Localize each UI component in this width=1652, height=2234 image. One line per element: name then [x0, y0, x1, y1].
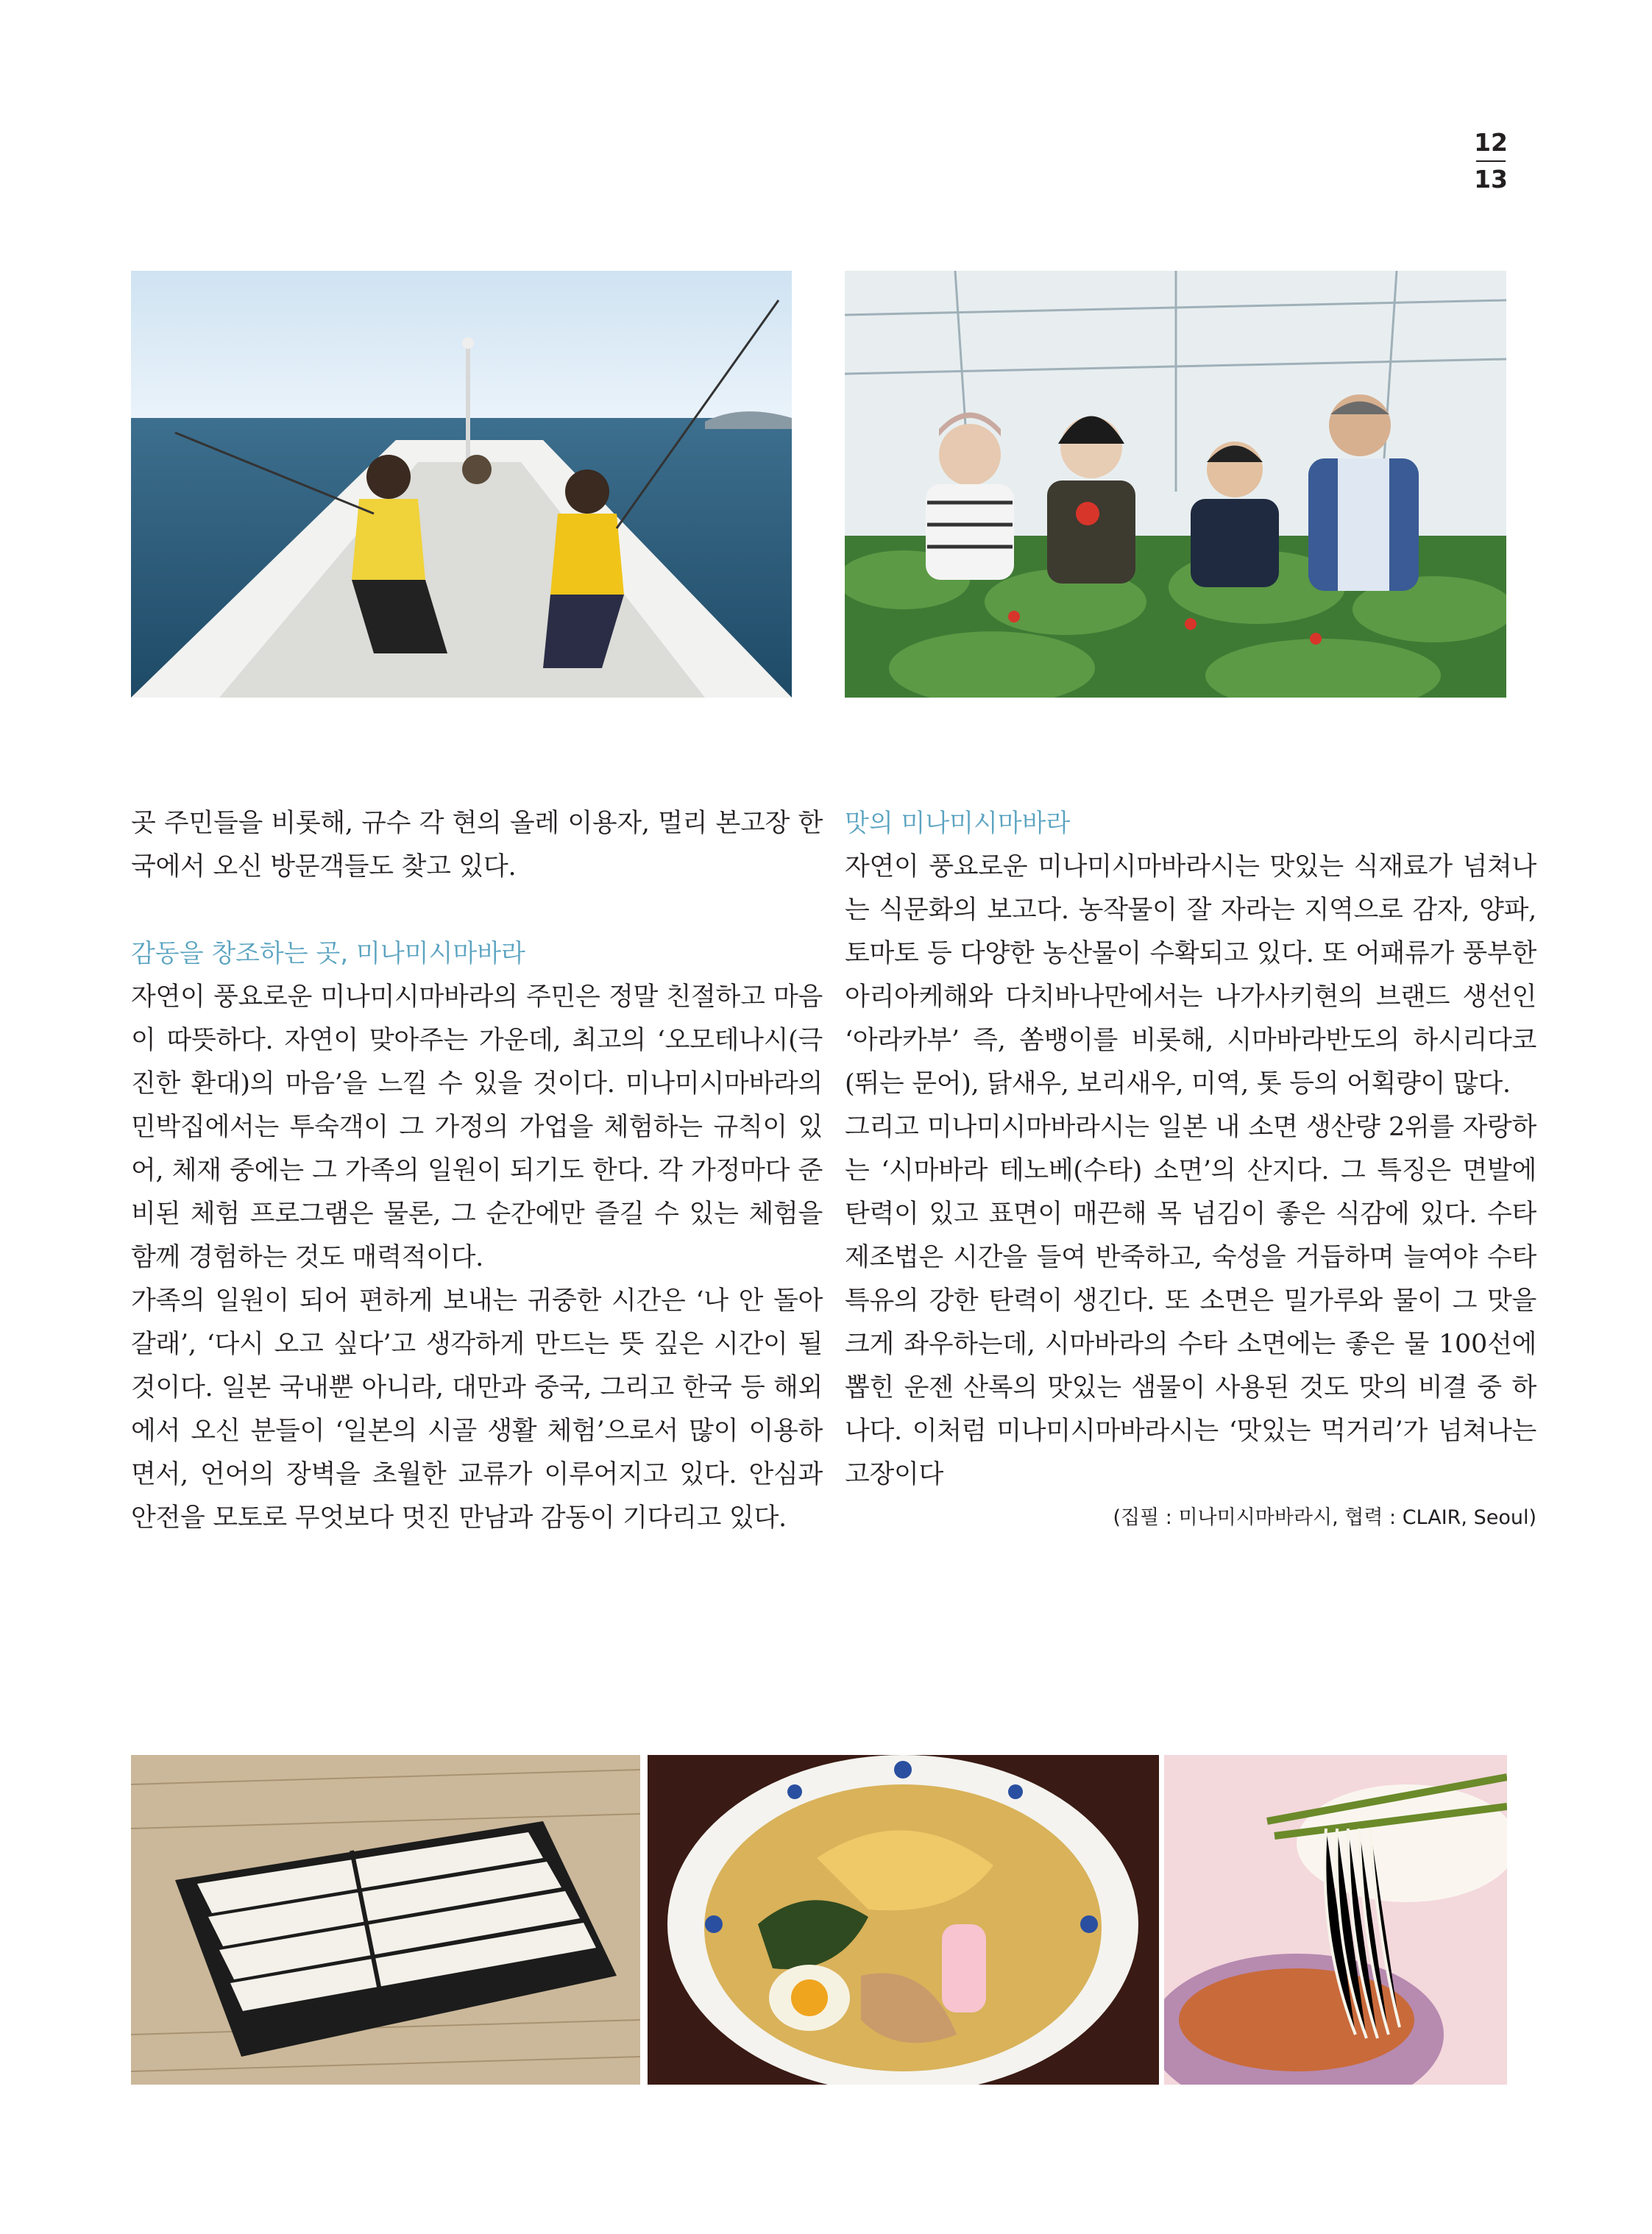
ramen-bowl-illustration — [648, 1755, 1159, 2085]
fishing-boat-photo — [131, 271, 792, 698]
page-numbers — [1474, 127, 1508, 196]
strawberry-greenhouse-photo — [845, 271, 1506, 698]
page-number-divider — [1476, 160, 1506, 162]
somen-chopsticks-illustration — [1164, 1755, 1507, 2085]
fishing-boat-illustration — [131, 271, 792, 698]
section-heading-emotion: 감동을 창조하는 곳, 미나미시마바라 — [131, 939, 525, 968]
right-paragraph-2: 그리고 미나미시마바라시는 일본 내 소면 생산량 2위를 자랑하는 ‘시마바라 테노베(수타) 소면’의 산지다. 그 특징은 면발에 탄력이 있고 표면이 매끈해 목 넘김이 좋은 식감에 있다. 수타 제조법은 시간을 들여 반죽하고, 숙성을 거듭하며 늘여야 수타 특유의 강한 탄력이 생긴다. 또 소면은 밀가루와 물이 그 맛을 크게 좌우하는데, 시마바라의 수타 소면에는 좋은 물 100선에 뽑힌 운젠 산록의 맛있는 샘물이 사용된 것도 맛의 비결 중 하나다. 이처럼 미나미시마바라시는 ‘맛있는 먹거리’가 넘쳐나는 고장이다 — [845, 1113, 1536, 1489]
page-number-right: 13 — [1474, 165, 1508, 194]
left-text-column — [131, 802, 823, 1540]
somen-box-illustration — [131, 1755, 640, 2085]
somen-box-photo — [131, 1755, 640, 2085]
ramen-bowl-photo — [648, 1755, 1159, 2085]
left-paragraph-1: 자연이 풍요로운 미나미시마바라의 주민은 정말 친절하고 마음이 따뜻하다. 자연이 맞아주는 가운데, 최고의 ‘오모테나시(극진한 환대)의 마음’을 느낄 수 있을 것이다. 미나미시마바라의 민박집에서는 투숙객이 그 가정의 가업을 체험하는 규칙이 있어, 체재 중에는 그 가족의 일원이 되기도 한다. 각 가정마다 준비된 체험 프로그램은 물론, 그 순간에만 즐길 수 있는 체험을 함께 경험하는 것도 매력적이다. — [131, 982, 823, 1272]
somen-chopsticks-photo — [1164, 1755, 1507, 2085]
left-intro-paragraph: 곳 주민들을 비롯해, 규수 각 현의 올레 이용자, 멀리 본고장 한국에서 오신 방문객들도 찾고 있다. — [131, 809, 823, 882]
greenhouse-illustration — [845, 271, 1506, 698]
section-heading-taste: 맛의 미나미시마바라 — [845, 809, 1071, 838]
right-paragraph-1: 자연이 풍요로운 미나미시마바라시는 맛있는 식재료가 넘쳐나는 식문화의 보고다. 농작물이 잘 자라는 지역으로 감자, 양파, 토마토 등 다양한 농산물이 수확되고 있다. 또 어패류가 풍부한 아리아케해와 다치바나만에서는 나가사키현의 브랜드 생선인 ‘아라카부’ 즉, 쏨뱅이를 비롯해, 시마바라반도의 하시리다코(뛰는 문어), 닭새우, 보리새우, 미역, 톳 등의 어획량이 많다. — [845, 852, 1536, 1099]
right-text-column — [845, 802, 1536, 1536]
left-paragraph-2: 가족의 일원이 되어 편하게 보내는 귀중한 시간은 ‘나 안 돌아 갈래’, ‘다시 오고 싶다’고 생각하게 만드는 뜻 깊은 시간이 될 것이다. 일본 국내뿐 아니라, 대만과 중국, 그리고 한국 등 해외에서 오신 분들이 ‘일본의 시골 생활 체험’으로서 많이 이용하면서, 언어의 장벽을 초월한 교류가 이루어지고 있다. 안심과 안전을 모토로 무엇보다 멋진 만남과 감동이 기다리고 있다. — [131, 1286, 823, 1533]
paragraph-gap — [131, 889, 823, 932]
page-number-left: 12 — [1474, 128, 1508, 157]
credit-line: (집필 : 미나미시마바라시, 협력 : CLAIR, Seoul) — [1113, 1506, 1536, 1529]
